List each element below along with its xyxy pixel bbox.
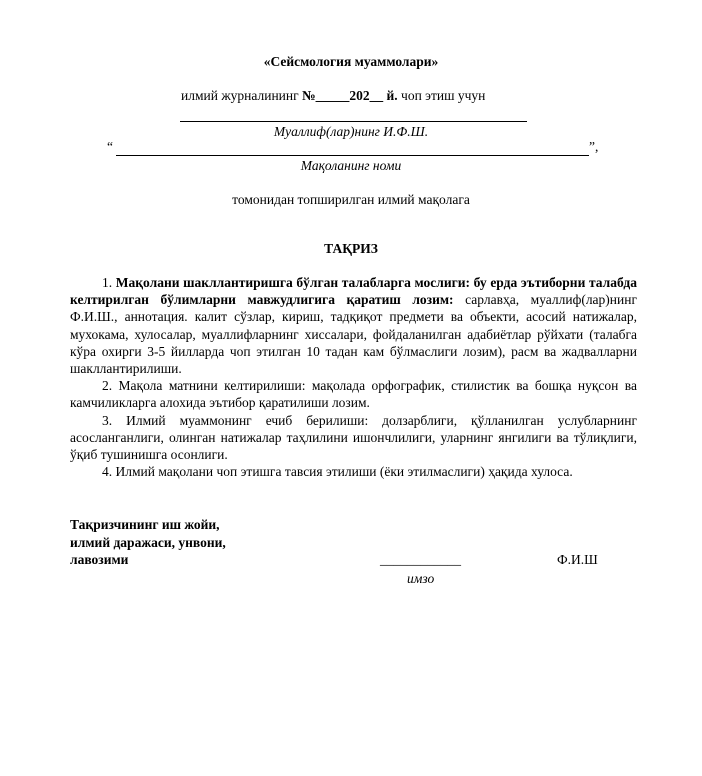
title-caption: Мақоланинг номи xyxy=(300,158,402,173)
review-item-1-bold: Мақолани шакллантиришга бўлган талабларга мослиги: бу ерда эътиборни талабда келтирилган бўлимларни мавжудлигига қаратиш лозим: xyxy=(70,275,637,308)
review-body xyxy=(70,274,637,480)
review-item-4-text: Илмий мақолани чоп этишга тавсия этилиши (ёки этилмаслиги) ҳақида хулоса. xyxy=(115,464,573,480)
reviewer-info xyxy=(70,516,226,569)
title-close-quote: ”, xyxy=(589,139,599,154)
review-item-1-number: 1. xyxy=(102,275,113,290)
review-item-4-number: 4. xyxy=(102,464,113,480)
reviewer-line-1: Тақризчининг иш жойи, xyxy=(70,517,220,532)
reviewer-line-3: лавозими xyxy=(70,552,129,567)
authors-caption: Муаллиф(лар)нинг И.Ф.Ш. xyxy=(273,124,429,139)
authors-blank-line xyxy=(180,121,527,122)
review-item-3-text: Илмий муаммонинг ечиб берилиши: долзарблиги, қўлланилган услубларнинг асосланганлиги, олинган натижалар таҳлилини ишончлилиги, уларнинг янгилиги ва тўлиқлиги, ўқиб тушинишга осонлиги. xyxy=(70,412,638,463)
review-item-2-text: Мақола матнини келтирилиши: мақолада орфографик, стилистик ва бошқа нуқсон ва камчиликларга алохида эътибор қаратилиши лозим. xyxy=(70,378,637,411)
review-item-2-number: 2. xyxy=(102,378,113,394)
review-item-4 xyxy=(70,463,637,480)
journal-title: «Сейсмология муаммолари» xyxy=(263,54,439,69)
review-heading: ТАҚРИЗ xyxy=(324,241,378,256)
submitted-line: томонидан топширилган илмий мақолага xyxy=(232,192,470,207)
name-label: Ф.И.Ш xyxy=(557,552,598,567)
issue-line xyxy=(181,88,485,104)
review-item-2 xyxy=(70,377,637,411)
issue-line-suffix: чоп этиш учун xyxy=(401,88,486,103)
reviewer-line-2: илмий даражаси, унвони, xyxy=(70,534,226,550)
review-item-1 xyxy=(70,274,637,377)
review-item-1-text: сарлавҳа, муаллиф(лар)нинг Ф.И.Ш., аннотация. калит сўзлар, кириш, тадқиқот предмети ва объекти, асосий натижалар, мухокама, хулосалар, муаллифларнинг хиссалари, фойдаланилган адабиётлар рўйхати (талабга кўра охирги 3-5 йилларда чоп этилган 10 тадан кам бўлмаслиги лозим), расм ва жадвалларни шакллантирилиши. xyxy=(70,292,638,377)
issue-line-prefix: илмий журналининг xyxy=(181,88,299,103)
signature-caption: имзо xyxy=(407,571,435,586)
title-open-quote: “ xyxy=(107,139,113,154)
review-item-3-number: 3. xyxy=(102,412,113,428)
title-blank-line xyxy=(116,155,589,156)
issue-number: №_____202__ й. xyxy=(302,88,398,103)
review-item-3 xyxy=(70,412,637,464)
signature-blank: ____________ xyxy=(380,552,461,567)
